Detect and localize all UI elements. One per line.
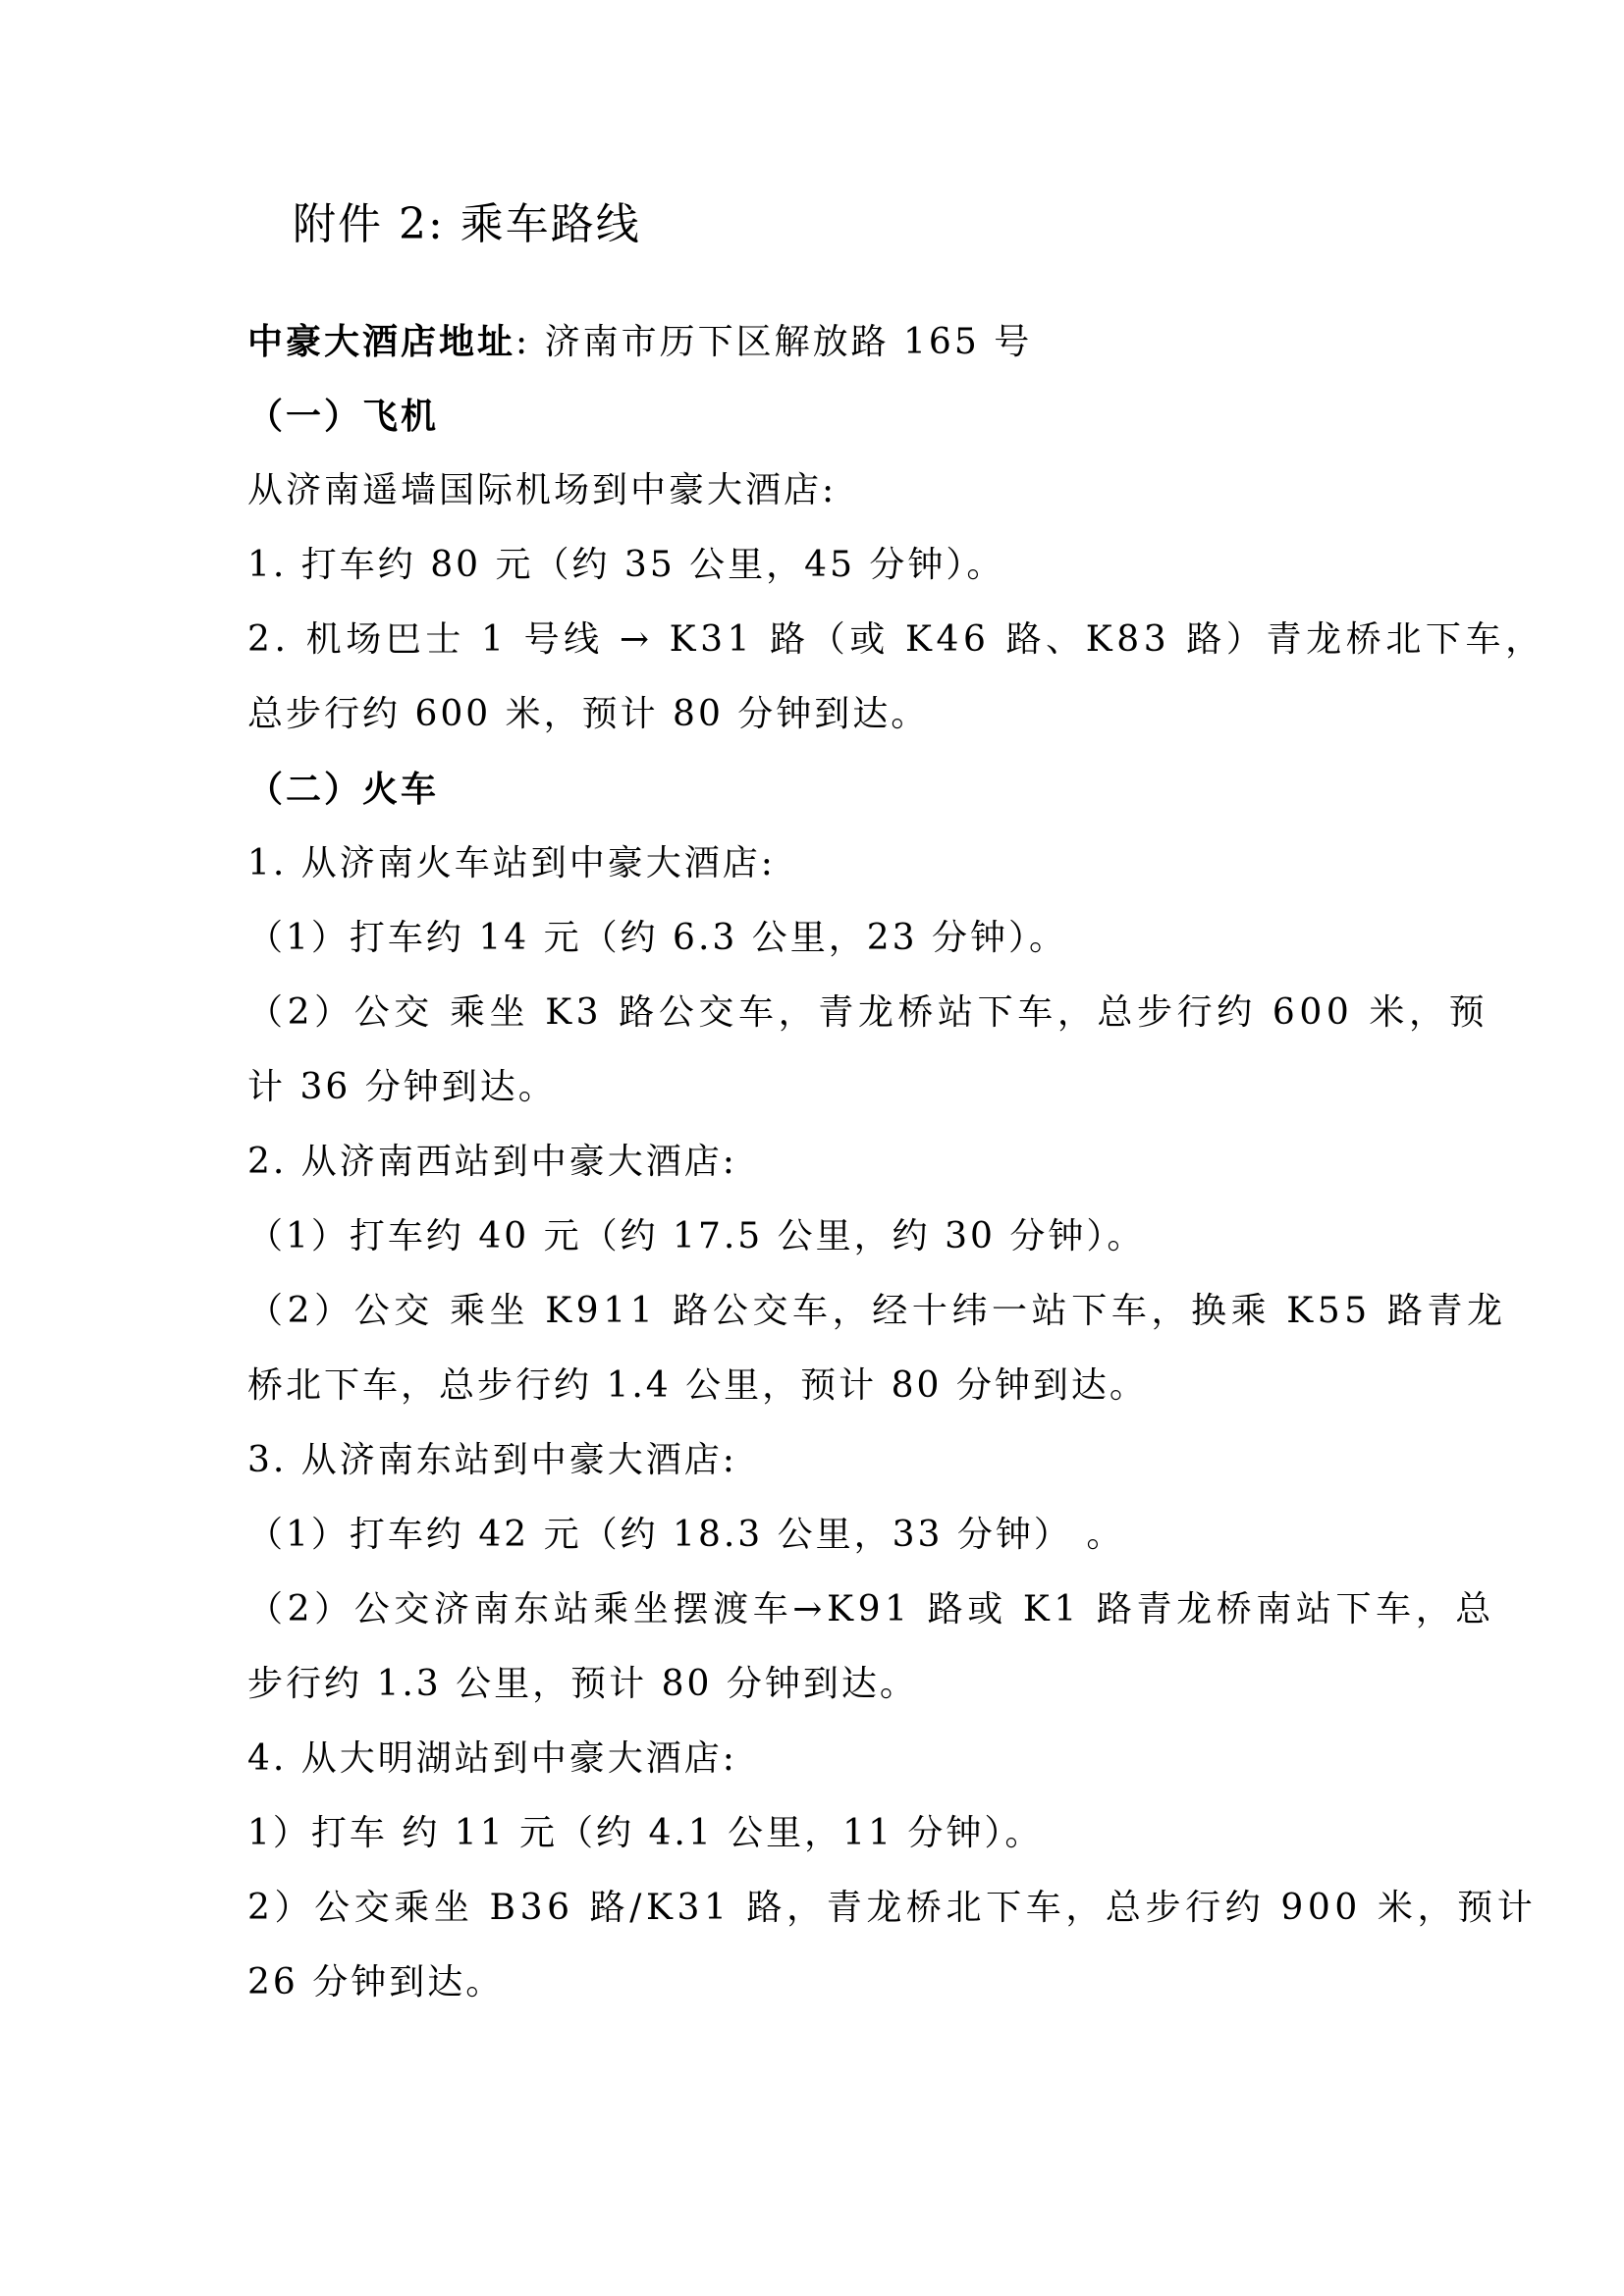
train-station-4-bus-line-1: 2）公交乘坐 B36 路/K31 路，青龙桥北下车，总步行约 900 米，预计 [247,1888,1538,1928]
train-station-3-bus-line-2: 步行约 1.3 公里，预计 80 分钟到达。 [247,1664,918,1704]
train-station-2-bus-line-1: （2）公交 乘坐 K911 路公交车，经十纬一站下车，换乘 K55 路青龙 [247,1291,1507,1331]
train-station-2-title: 2. 从济南西站到中豪大酒店: [247,1142,737,1182]
train-station-3-bus-line-1: （2）公交济南东站乘坐摆渡车→K91 路或 K1 路青龙桥南站下车，总 [247,1589,1495,1629]
train-station-1-taxi: （1）打车约 14 元（约 6.3 公里，23 分钟）。 [247,918,1067,958]
plane-item-1: 1. 打车约 80 元（约 35 公里，45 分钟）。 [247,545,1005,585]
hotel-address-value: : 济南市历下区解放路 165 号 [515,322,1033,362]
train-station-1-bus-line-2: 计 36 分钟到达。 [247,1067,557,1107]
train-station-3-taxi: （1）打车约 42 元（约 18.3 公里，33 分钟） 。 [247,1515,1125,1555]
plane-item-2-line-1: 2. 机场巴士 1 号线 → K31 路（或 K46 路、K83 路）青龙桥北下车， [247,619,1545,660]
section-heading-plane: （一）飞机 [247,396,440,437]
plane-intro: 从济南遥墙国际机场到中豪大酒店: [247,470,838,510]
train-station-4-taxi: 1）打车 约 11 元（约 4.1 公里，11 分钟）。 [247,1813,1044,1853]
section-heading-train: （二）火车 [247,769,440,810]
train-station-1-bus-line-1: （2）公交 乘坐 K3 路公交车，青龙桥站下车，总步行约 600 米，预 [247,992,1489,1033]
train-station-2-taxi: （1）打车约 40 元（约 17.5 公里，约 30 分钟）。 [247,1216,1146,1256]
hotel-address-label: 中豪大酒店地址 [247,321,516,362]
document-body [247,304,1545,2020]
train-station-4-title: 4. 从大明湖站到中豪大酒店: [247,1738,737,1779]
plane-item-2-line-2: 总步行约 600 米，预计 80 分钟到达。 [247,694,930,734]
train-station-1-title: 1. 从济南火车站到中豪大酒店: [247,843,776,883]
hotel-address [247,304,1386,379]
train-station-4-bus-line-2: 26 分钟到达。 [247,1962,505,2002]
page-title: 附件 2: 乘车路线 [293,199,641,249]
train-station-3-title: 3. 从济南东站到中豪大酒店: [247,1440,737,1480]
train-station-2-bus-line-2: 桥北下车，总步行约 1.4 公里，预计 80 分钟到达。 [247,1365,1148,1406]
